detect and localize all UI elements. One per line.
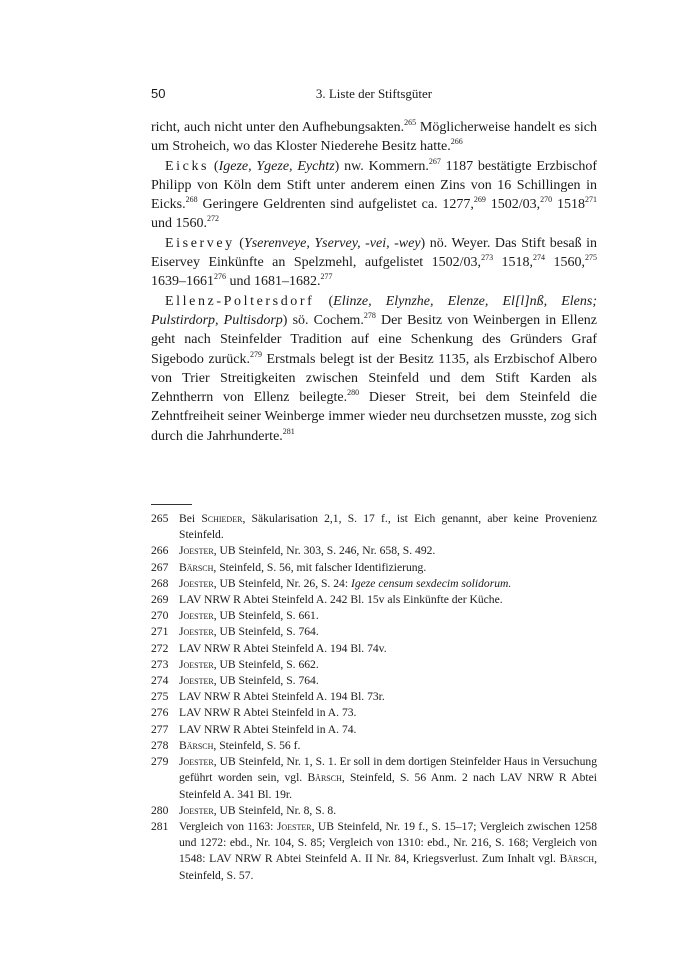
footnote-278	[151, 738, 597, 754]
footnote-text: LAV NRW R Abtei Steinfeld A. 194 Bl. 74v.	[179, 641, 387, 655]
footnote-279	[151, 754, 597, 803]
footnote-ref: 269	[473, 195, 486, 205]
footnote-265	[151, 511, 597, 543]
footnote-274	[151, 673, 597, 689]
text-run: Vergleich von 1163:	[179, 819, 277, 833]
text-run: 1187 bestätigte Erzbischof Philipp von Köln dem Stift unter anderem einen Zins von 16 Schillingen in Eicks.	[151, 158, 597, 213]
footnote-number: 274	[151, 674, 169, 688]
footnote-number: 276	[151, 706, 169, 720]
footnote-266	[151, 543, 597, 559]
footnote-268	[151, 576, 597, 592]
entry-eicks	[151, 157, 597, 234]
footnote-number: 277	[151, 722, 169, 736]
footnote-ref: 279	[249, 349, 262, 359]
author-name: Joester	[179, 803, 214, 817]
text-run: richt, auch nicht unter den Aufhebungsakten.	[151, 120, 405, 135]
author-name: Bärsch	[179, 738, 214, 752]
text-run: Der Besitz von Weinbergen in Ellenz geht nach Steinfelder Tradition auf eine Schenkung des Gründers Graf Sigebodo zurück.	[151, 312, 597, 367]
footnote-text	[179, 738, 597, 754]
footnote-ref: 273	[481, 253, 494, 263]
footnote-text	[179, 673, 597, 689]
footnote-text	[179, 624, 597, 640]
text-run: , UB Steinfeld, S. 661.	[213, 609, 319, 623]
footnote-text	[179, 511, 597, 543]
name-variants: Elinze, Elynzhe, Elenze, El[l]nß, Elens; Pulstirdorp, Pultisdorp	[151, 293, 597, 328]
footnote-separator	[151, 504, 192, 505]
section-title: 3. Liste der Stiftsgüter	[315, 86, 433, 101]
entry-eiservey	[151, 234, 597, 292]
footnote-273	[151, 657, 597, 673]
text-run: ) sö. Cochem.	[282, 312, 364, 328]
footnote-ref: 281	[282, 426, 295, 436]
footnote-text	[179, 608, 597, 624]
text-run: , UB Steinfeld, S. 764.	[213, 674, 319, 688]
footnote-number: 265	[151, 512, 169, 526]
text-run: , UB Steinfeld, Nr. 26, S. 24:	[213, 576, 351, 590]
footnote-280	[151, 803, 597, 819]
footnote-276	[151, 705, 597, 721]
footnote-ref: 272	[207, 214, 219, 224]
book-page	[151, 84, 597, 884]
footnote-ref: 276	[214, 272, 226, 282]
text-run: 1518,	[493, 255, 534, 271]
entry-headword: Ellenz-Poltersdorf	[165, 293, 315, 309]
author-name: Bärsch	[559, 852, 595, 866]
text-run: , UB Steinfeld, Nr. 303, S. 246, Nr. 658, S. 492.	[213, 544, 436, 558]
text-run: und 1681–1682.	[226, 274, 321, 290]
footnote-number: 267	[151, 560, 169, 574]
footnotes	[151, 511, 597, 884]
body-text	[151, 118, 597, 446]
footnote-number: 275	[151, 690, 169, 704]
footnote-text	[179, 819, 597, 884]
footnote-number: 269	[151, 593, 169, 607]
footnote-281	[151, 819, 597, 884]
text-run: Geringere Geldrenten sind aufgelistet ca. 1277,	[197, 197, 474, 213]
text-run: , Steinfeld, S. 56 Anm. 2 nach LAV NRW R Abtei Steinfeld A. 341 Bl. 19r.	[179, 771, 597, 801]
name-variants: Igeze, Ygeze, Eychtz	[218, 158, 335, 174]
footnote-275	[151, 689, 597, 705]
footnote-text	[179, 543, 597, 559]
footnote-271	[151, 624, 597, 640]
footnote-number: 281	[151, 819, 169, 833]
name-variants: Yserenveye, Yservey, -vei, -wey	[243, 235, 421, 251]
footnote-277	[151, 722, 597, 738]
running-head	[151, 84, 597, 104]
footnote-ref: 271	[585, 195, 597, 205]
text-run: , Steinfeld, S. 56 f.	[213, 738, 301, 752]
text-run: 1639–1661	[151, 274, 214, 290]
footnote-ref: 274	[533, 253, 546, 263]
footnote-number: 270	[151, 609, 169, 623]
footnote-text	[179, 803, 597, 819]
text-run: , Steinfeld, S. 57.	[179, 852, 597, 882]
footnote-text: LAV NRW R Abtei Steinfeld A. 242 Bl. 15v als Einkünfte der Küche.	[179, 593, 503, 607]
text-run: ) nö. Weyer. Das Stift besaß in Eiservey Einkünfte an Spelzmehl, aufgelistet 1502/03,	[151, 235, 597, 271]
footnote-ref: 265	[404, 118, 417, 127]
entry-ellenz-poltersdorf	[151, 292, 597, 446]
footnote-number: 280	[151, 803, 169, 817]
footnote-number: 279	[151, 755, 169, 769]
text-run: Erstmals belegt ist der Besitz 1135, als Erzbischof Albero von Trier Streitigkeiten zwischen Steinfeld und dem Stift Karden als Zehntherrn von Ellenz beilegte.	[151, 351, 598, 406]
footnote-text	[179, 657, 597, 673]
entry-headword: Eiservey	[165, 235, 235, 251]
latin-quote: Igeze censum sexdecim solidorum.	[350, 576, 512, 590]
text-run: 1560,	[545, 255, 586, 271]
footnote-ref: 268	[185, 195, 198, 205]
author-name: Schieder	[201, 512, 243, 526]
footnote-number: 271	[151, 625, 169, 639]
text-run: 1502/03,	[485, 197, 541, 213]
text-run: Möglicherweise handelt es sich um Stroheich, wo das Kloster Niederehe Besitz hatte.	[151, 120, 597, 155]
author-name: Joester	[179, 609, 214, 623]
footnote-number: 266	[151, 544, 169, 558]
footnote-text	[179, 754, 597, 803]
author-name: Joester	[179, 674, 214, 688]
footnote-number: 273	[151, 657, 169, 671]
author-name: Joester	[179, 544, 214, 558]
text-run: (	[234, 235, 244, 251]
author-name: Joester	[179, 657, 214, 671]
footnote-number: 272	[151, 641, 169, 655]
text-run: 1518	[552, 197, 585, 213]
text-run: , Säkularisation 2,1, S. 17 f., ist Eich genannt, aber keine Provenienz Steinfeld.	[179, 512, 597, 542]
footnote-272	[151, 641, 597, 657]
footnote-text: LAV NRW R Abtei Steinfeld in A. 74.	[179, 722, 357, 736]
footnote-ref: 275	[585, 253, 598, 263]
entry-headword: Eicks	[165, 158, 210, 174]
author-name: Bärsch	[307, 771, 342, 785]
text-run: , UB Steinfeld, Nr. 1, S. 1. Er soll in dem dortigen Steinfelder Haus in Versuchung geführt worden sein, vgl.	[179, 755, 597, 785]
footnote-ref: 280	[347, 388, 360, 398]
text-run: , UB Steinfeld, S. 662.	[213, 657, 319, 671]
text-run: Dieser Streit, bei dem Steinfeld die Zehntfreiheit seiner Weinberge immer wieder neu durchsetzen musste, zog sich durch die Jahrhunderte.	[151, 390, 598, 444]
paragraph-stroheich	[151, 118, 597, 157]
text-run: ) nw. Kommern.	[334, 158, 429, 174]
footnote-text	[179, 560, 597, 576]
text-run: (	[209, 158, 219, 174]
author-name: Bärsch	[179, 560, 214, 574]
text-run: , Steinfeld, S. 56, mit falscher Identifizierung.	[213, 560, 427, 574]
text-run: , UB Steinfeld, S. 764.	[213, 625, 319, 639]
author-name: Joester	[179, 755, 214, 769]
footnote-270	[151, 608, 597, 624]
page-number: 50	[151, 86, 166, 101]
text-run: , UB Steinfeld, Nr. 19 f., S. 15–17; Vergleich zwischen 1258 und 1272: ebd., Nr. 104, S. 85; Vergleich von 1310: ebd., Nr. 216, S. 168; Vergleich von 1548: LAV NRW R Abtei Steinfeld A. II Nr. 84, Kriegsverlust. Zum Inhalt vgl.	[179, 819, 598, 866]
text-run: Bei	[179, 512, 202, 526]
footnote-text: LAV NRW R Abtei Steinfeld in A. 73.	[179, 706, 357, 720]
text-run: , UB Steinfeld, Nr. 8, S. 8.	[213, 803, 337, 817]
footnote-ref: 270	[540, 195, 553, 205]
author-name: Joester	[276, 819, 312, 833]
footnote-ref: 267	[428, 156, 441, 166]
footnote-ref: 278	[363, 310, 376, 320]
footnote-number: 268	[151, 576, 169, 590]
author-name: Joester	[179, 625, 214, 639]
author-name: Joester	[179, 576, 214, 590]
footnote-269	[151, 592, 597, 608]
footnote-ref: 266	[450, 137, 463, 147]
footnote-267	[151, 560, 597, 576]
text-run: (	[314, 293, 334, 309]
footnote-number: 278	[151, 738, 169, 752]
footnote-text: LAV NRW R Abtei Steinfeld A. 194 Bl. 73r.	[179, 690, 385, 704]
footnote-text	[179, 576, 597, 592]
text-run: und 1560.	[151, 216, 207, 232]
footnote-ref: 277	[320, 272, 333, 282]
